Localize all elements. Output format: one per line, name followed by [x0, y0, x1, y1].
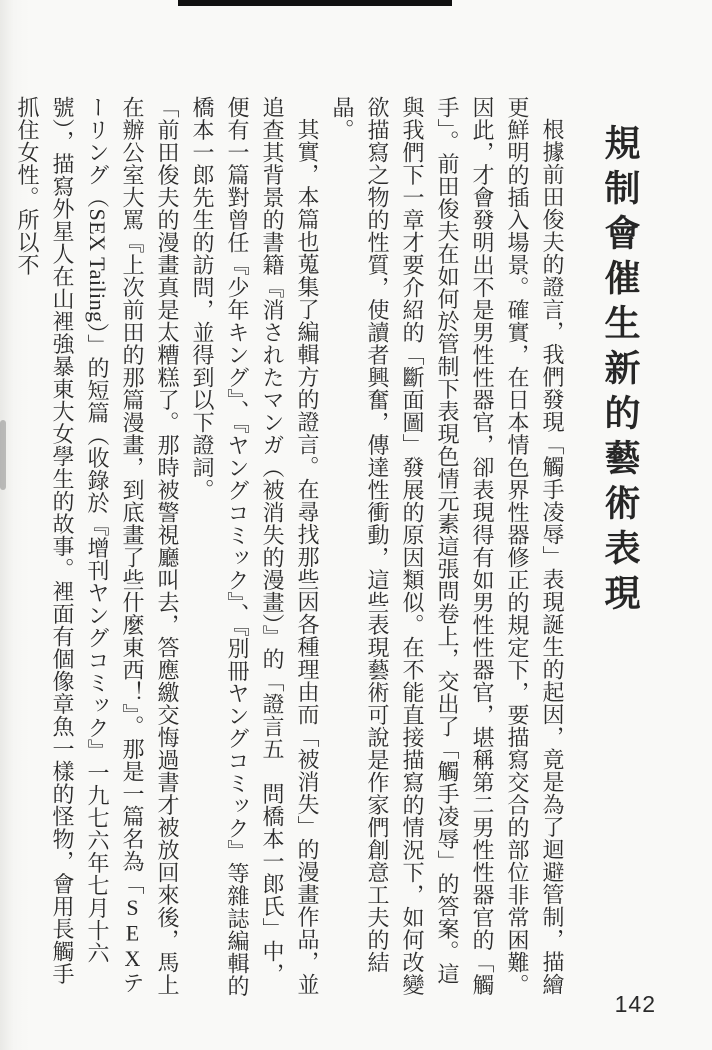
page-number: 142: [614, 991, 656, 1017]
quote-segment-lead: 「前田俊夫的漫畫真是太糟糕了。那時被警視廳叫去，答應繳交悔過書才被放回來後，馬上在辦公室大罵『上次前田的那篇漫畫，到底畫了些什麼東西！』。那是一篇名為「: [120, 96, 180, 996]
quote-segment-latin-upright: SEX: [120, 895, 145, 972]
paragraph-2: 其實，本篇也蒐集了編輯方的證言。在尋找那些因各種理由而「被消失」的漫畫作品，並追查其背景的書籍『消されたマンガ（被消失的漫畫）』的「證言五 問橋本一郎氏」中，便有一篇對曾任『少年キング』、『ヤングコミック』、『別冊ヤングコミック』等雜誌編輯的橋本一郎先生的訪問，並得到以下證詞。: [190, 96, 320, 997]
paragraph-quote: [10, 96, 185, 1000]
article-title: 規制會催生新的藝術表現: [600, 124, 640, 619]
scan-artifact-top-bar: [178, 0, 452, 6]
scan-artifact-left-smudge: [0, 420, 6, 490]
quote-segment-katakana: テーリング: [85, 96, 145, 994]
quote-segment-tail: 」的短篇（收錄於『增刊ヤングコミック』一九七六年七月十六號），描寫外星人在山裡強暴東大女學生的故事。裡面有個像章魚一樣的怪物，會用長觸手抓住女性。所以不: [15, 96, 110, 985]
page-content: [10, 96, 646, 1000]
quote-segment-latin-sideways: （SEX Tailing）: [85, 186, 110, 335]
paragraph-1: 根據前田俊夫的證言，我們發現「觸手凌辱」表現誕生的起因，竟是為了迴避管制，描繪更鮮明的插入場景。確實，在日本情色界性器修正的規定下，要描寫交合的部位非常困難。因此，才會發明出不是男性性器官，卻表現得有如男性性器官，堪稱第二男性性器官的「觸手」。前田俊夫在如何於管制下表現色情元素這張問卷上，交出了「觸手凌辱」的答案。這與我們下一章才要介紹的「斷面圖」發展的原因類似。在不能直接描寫的情況下，如何改變欲描寫之物的性質，使讀者興奮，傳達性衝動，這些表現藝術可說是作家們創意工夫的結晶。: [330, 96, 565, 996]
